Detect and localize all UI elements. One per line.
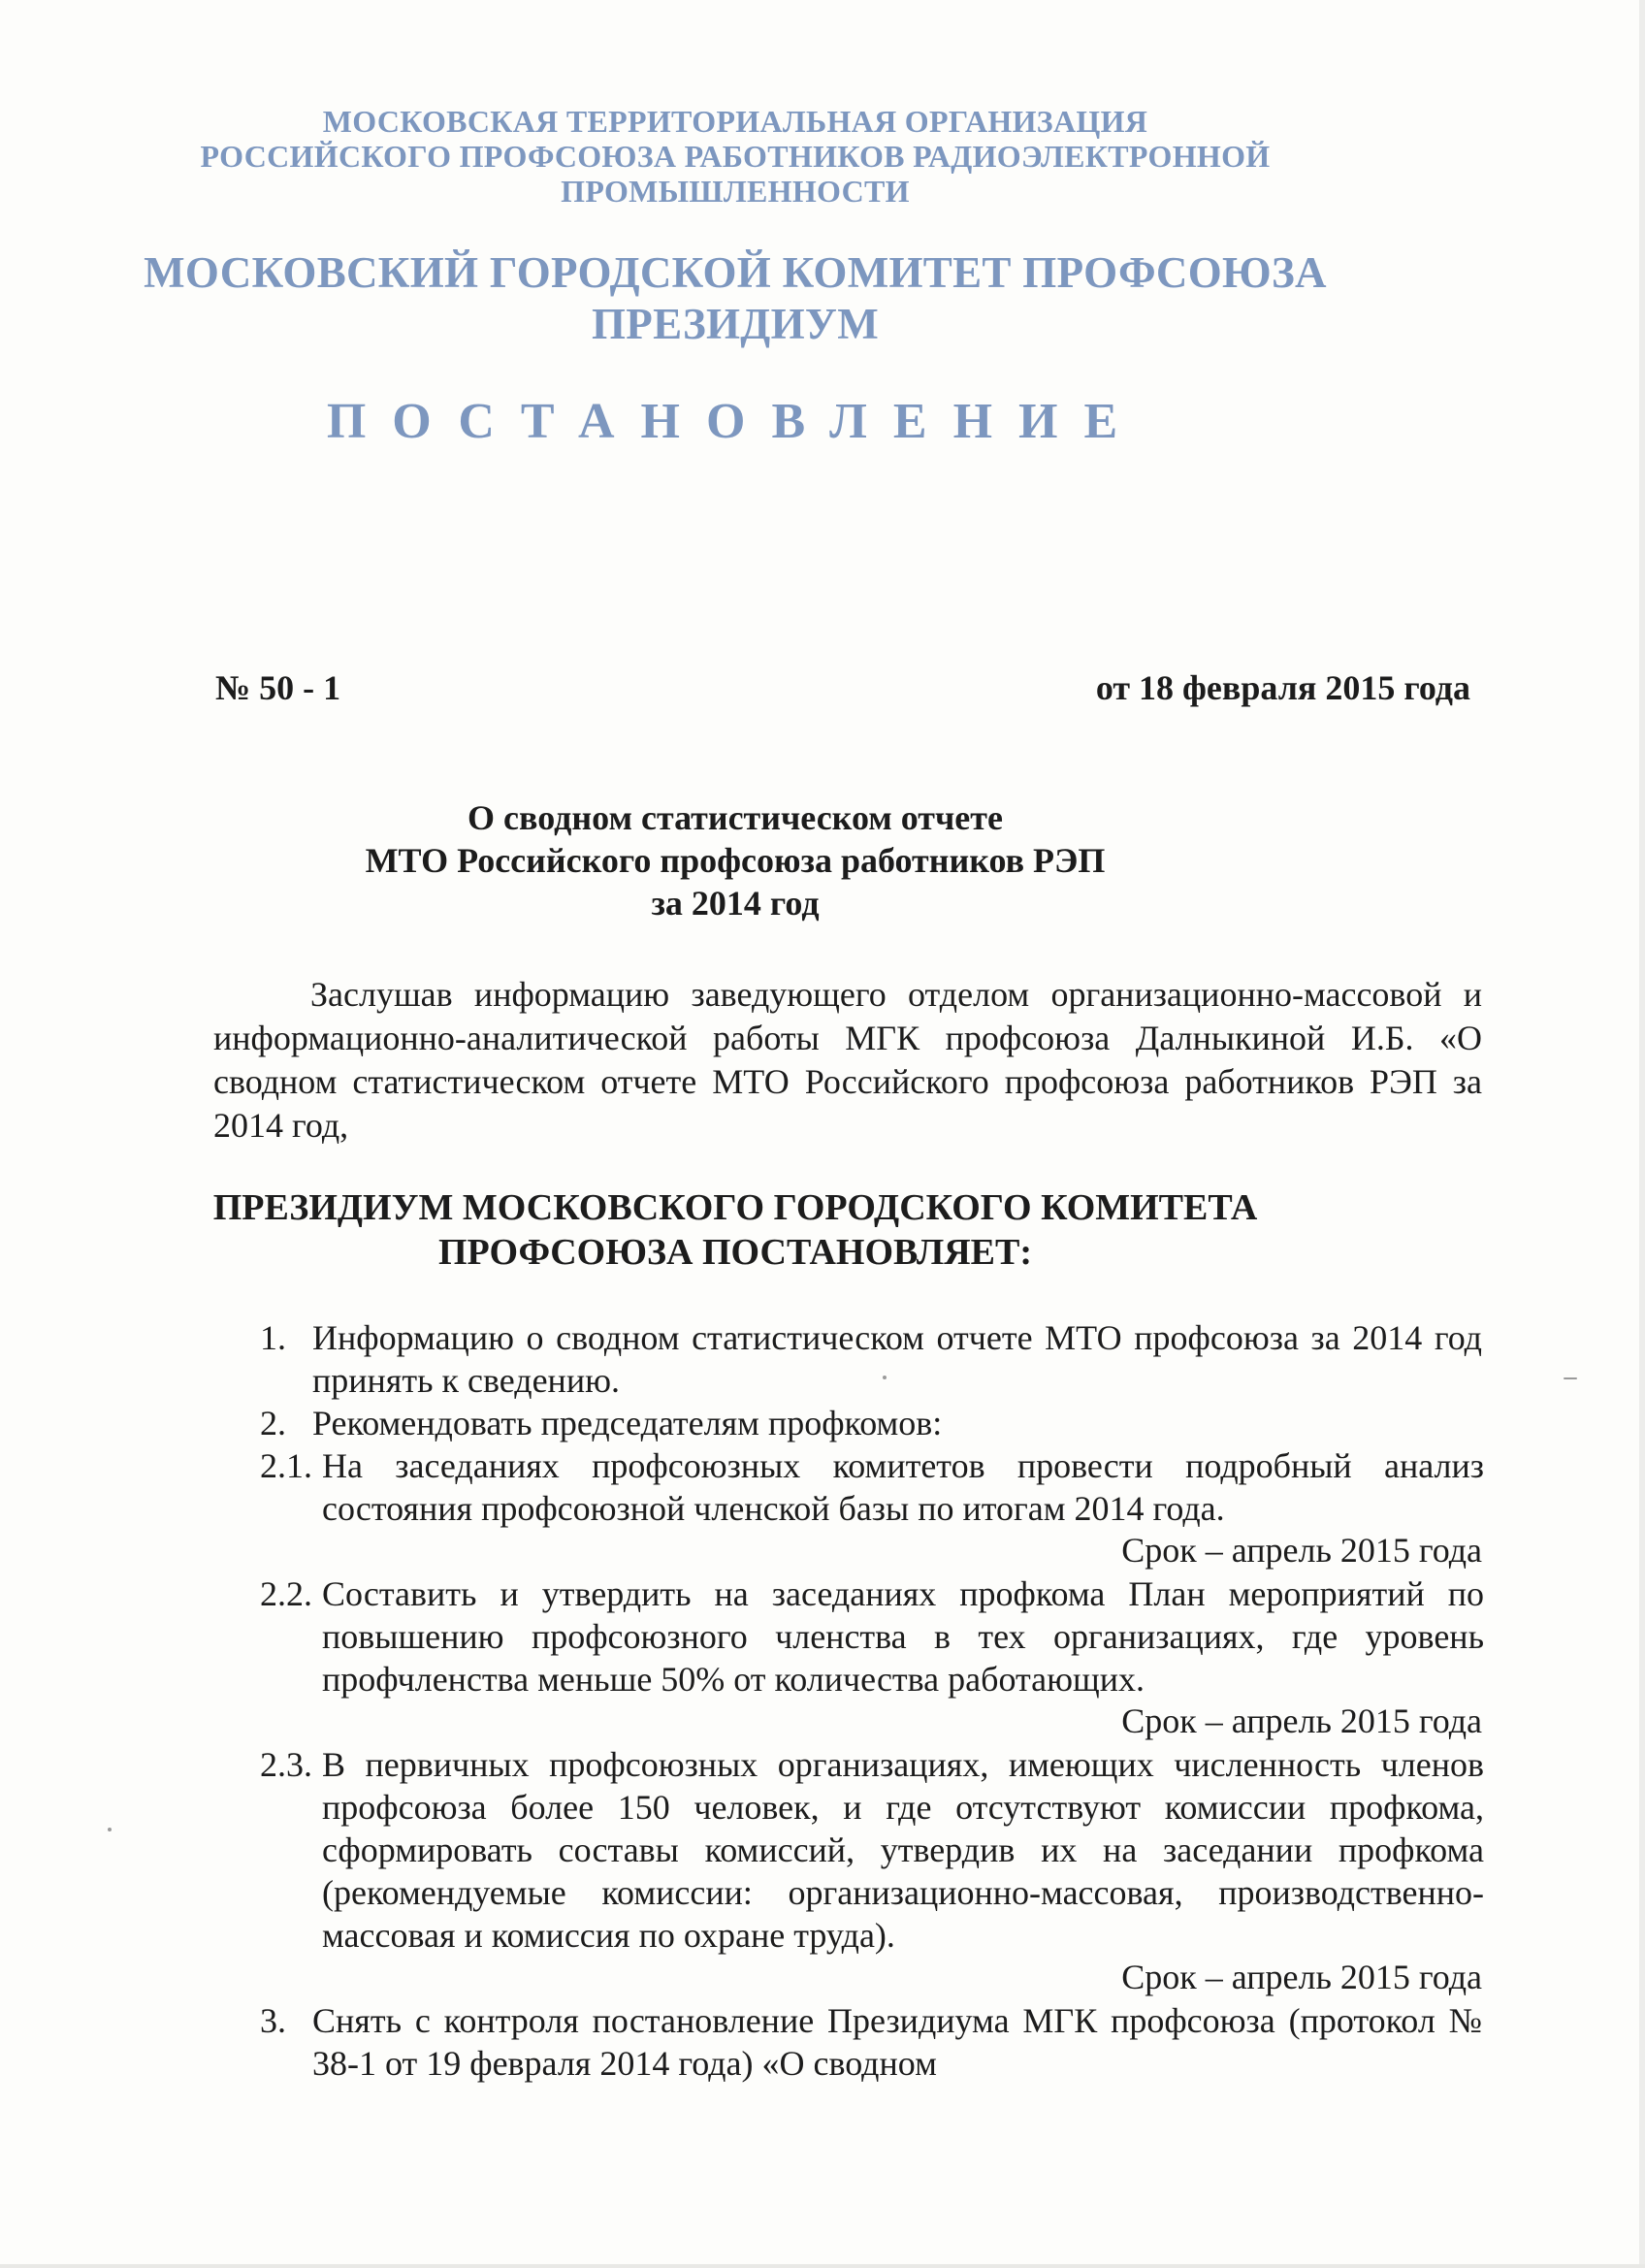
- committee-title-line-1: МОСКОВСКИЙ ГОРОДСКОЙ КОМИТЕТ ПРОФСОЮЗА: [144, 248, 1327, 297]
- subject-line-2: МТО Российского профсоюза работников РЭП: [365, 841, 1106, 880]
- subject-line-3: за 2014 год: [651, 884, 820, 923]
- resolution-heading-line-2: ПРОФСОЮЗА ПОСТАНОВЛЯЕТ:: [437, 1232, 1033, 1273]
- deadline: Срок – апрель 2015 года: [1121, 1958, 1482, 1996]
- deadline: Срок – апрель 2015 года: [1121, 1531, 1482, 1570]
- scan-edge: [1639, 0, 1645, 2268]
- scan-speck: [1564, 1377, 1577, 1379]
- document-date: от 18 февраля 2015 года: [1095, 668, 1470, 707]
- resolution-heading-line-1: ПРЕЗИДИУМ МОСКОВСКОГО ГОРОДСКОГО КОМИТЕТА: [212, 1187, 1258, 1228]
- org-name-line-1: МОСКОВСКАЯ ТЕРРИТОРИАЛЬНАЯ ОРГАНИЗАЦИЯ: [322, 104, 1148, 139]
- item-text: Снять с контроля постановление Президиума МГК профсоюза (протокол № 38-1 от 19 февраля 2014 года) «О сводном: [312, 2001, 1482, 2083]
- item-number: 2.1.: [260, 1446, 312, 1485]
- item-number: 2.2.: [260, 1574, 312, 1613]
- item-text: Рекомендовать председателям профкомов:: [312, 1404, 943, 1442]
- subject-line-1: О сводном статистическом отчете: [468, 798, 1003, 837]
- org-name-line-3: ПРОМЫШЛЕННОСТИ: [561, 174, 910, 209]
- document-number: № 50 - 1: [215, 668, 341, 707]
- item-number: 1.: [260, 1318, 286, 1357]
- scan-speck: [883, 1376, 887, 1379]
- intro-paragraph: Заслушав информацию заведующего отделом организационно-массовой и информационно-аналитической работы МГК профсоюза Далныкиной И.Б. «О сводном статистическом отчете МТО Российского профсоюза работников РЭП за 2014 год,: [213, 975, 1482, 1145]
- item-number: 2.3.: [260, 1745, 312, 1784]
- committee-title-line-2: ПРЕЗИДИУМ: [592, 300, 879, 348]
- item-text: Составить и утвердить на заседаниях профкома План мероприятий по повышению профсоюзного членства в тех организациях, где уровень профчленства меньше 50% от количества работающих.: [322, 1574, 1484, 1699]
- org-name-line-2: РОССИЙСКОГО ПРОФСОЮЗА РАБОТНИКОВ РАДИОЭЛЕКТРОННОЙ: [200, 139, 1271, 174]
- item-text: В первичных профсоюзных организациях, имеющих численность членов профсоюза более 150 человек, и где отсутствуют комиссии профкома, сформировать составы комиссий, утвердив их на заседании профкома (рекомендуемые комиссии: организационно-массовая, производственно-массовая и комиссия по охране труда).: [322, 1745, 1484, 1955]
- item-number: 2.: [260, 1404, 286, 1442]
- document-type-title: ПОСТАНОВЛЕНИЕ: [326, 394, 1145, 449]
- item-text: На заседаниях профсоюзных комитетов провести подробный анализ состояния профсоюзной членской базы по итогам 2014 года.: [322, 1446, 1484, 1528]
- item-text: Информацию о сводном статистическом отчете МТО профсоюза за 2014 год принять к сведению.: [312, 1318, 1482, 1400]
- deadline: Срок – апрель 2015 года: [1121, 1701, 1482, 1740]
- item-number: 3.: [260, 2001, 286, 2040]
- scan-speck: [108, 1828, 112, 1831]
- scan-edge-bottom: [0, 2264, 1645, 2268]
